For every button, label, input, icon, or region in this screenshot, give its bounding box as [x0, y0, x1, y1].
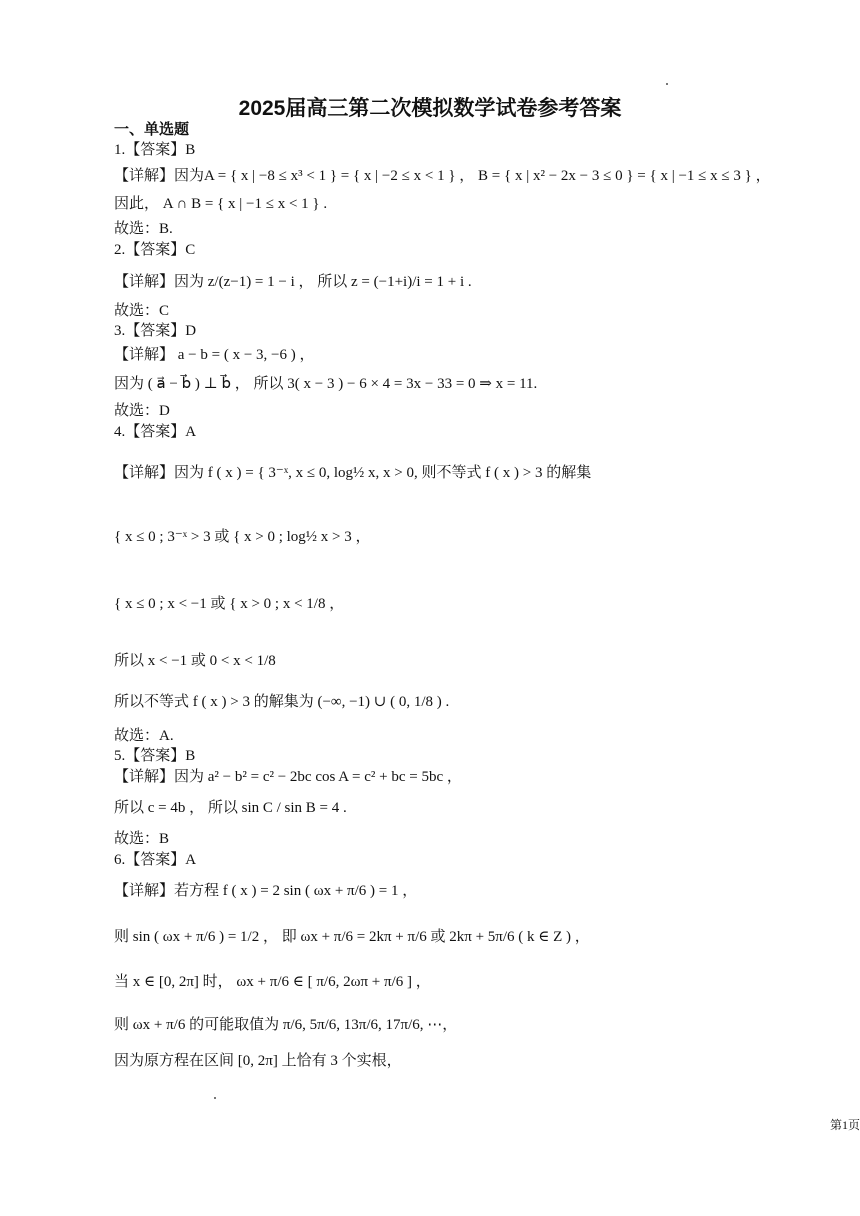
explanation-line-6c: 当 x ∈ [0, 2π] 时， ωx + π/6 ∈ [ π/6, 2ωπ + π/6 ] ， [114, 974, 431, 990]
explanation-line-1b: 因此， A ∩ B = { x | −1 ≤ x < 1 } . [114, 196, 328, 212]
choice-line-3: 故选：D [114, 403, 170, 419]
explanation-line-4c: { x ≤ 0 ; x < −1 或 { x > 0 ; x < 1/8 ， [114, 596, 345, 612]
answer-line-5: 5.【答案】B [114, 748, 196, 764]
page-title: 2025届高三第二次模拟数学试卷参考答案 [238, 97, 622, 120]
explanation-line-6b: 则 sin ( ωx + π/6 ) = 1/2 ， 即 ωx + π/6 = 2kπ + π/6 或 2kπ + 5π/6 ( k ∈ Z ) ， [114, 929, 590, 945]
explanation-line-6: 【详解】若方程 f ( x ) = 2 sin ( ωx + π/6 ) = 1 ， [114, 883, 418, 899]
explanation-line-6e: 因为原方程在区间 [0, 2π] 上恰有 3 个实根， [114, 1053, 402, 1069]
explanation-line-3: 【详解】 a − b = ( x − 3, −6 ) ， [114, 347, 315, 363]
explanation-line-2: 【详解】因为 z/(z−1) = 1 − i ， 所以 z = (−1+i)/i = 1 + i . [114, 274, 472, 290]
decorative-dot [214, 1097, 216, 1099]
explanation-line-4b: { x ≤ 0 ; 3⁻ˣ > 3 或 { x > 0 ; log½ x > 3 ， [114, 529, 371, 545]
answer-line-1: 1.【答案】B [114, 142, 196, 158]
answer-line-2: 2.【答案】C [114, 242, 196, 258]
section-heading: 一、单选题 [114, 121, 190, 138]
explanation-line-6d: 则 ωx + π/6 的可能取值为 π/6, 5π/6, 13π/6, 17π/6, ⋯， [114, 1017, 458, 1033]
answer-line-6: 6.【答案】A [114, 852, 197, 868]
explanation-line-4: 【详解】因为 f ( x ) = { 3⁻ˣ, x ≤ 0, log½ x, x > 0, 则不等式 f ( x ) > 3 的解集 [114, 465, 592, 481]
page-number: 第1页 [829, 1118, 860, 1132]
choice-line-1: 故选：B. [114, 221, 173, 237]
choice-line-2: 故选：C [114, 303, 170, 319]
explanation-line-5: 【详解】因为 a² − b² = c² − 2bc cos A = c² + bc = 5bc ， [114, 769, 462, 785]
decorative-dot [666, 83, 668, 85]
answer-line-3: 3.【答案】D [114, 323, 197, 339]
explanation-line-1: 【详解】因为A = { x | −8 ≤ x³ < 1 } = { x | −2 ≤ x < 1 } ， B = { x | x² − 2x − 3 ≤ 0 } = { x | −1 ≤ x ≤ 3 } ， [114, 168, 771, 184]
choice-line-5: 故选：B [114, 831, 170, 847]
explanation-line-5b: 所以 c = 4b ， 所以 sin C / sin B = 4 . [114, 800, 347, 816]
explanation-line-4d: 所以 x < −1 或 0 < x < 1/8 [114, 653, 276, 669]
choice-line-4: 故选：A. [114, 728, 174, 744]
answer-line-4: 4.【答案】A [114, 424, 197, 440]
explanation-line-4e: 所以不等式 f ( x ) > 3 的解集为 (−∞, −1) ∪ ( 0, 1/8 ) . [114, 694, 450, 710]
explanation-line-3b: 因为 ( a⃗ − b⃗ ) ⊥ b⃗ ， 所以 3( x − 3 ) − 6 × 4 = 3x − 33 = 0 ⇒ x = 11. [114, 376, 538, 392]
